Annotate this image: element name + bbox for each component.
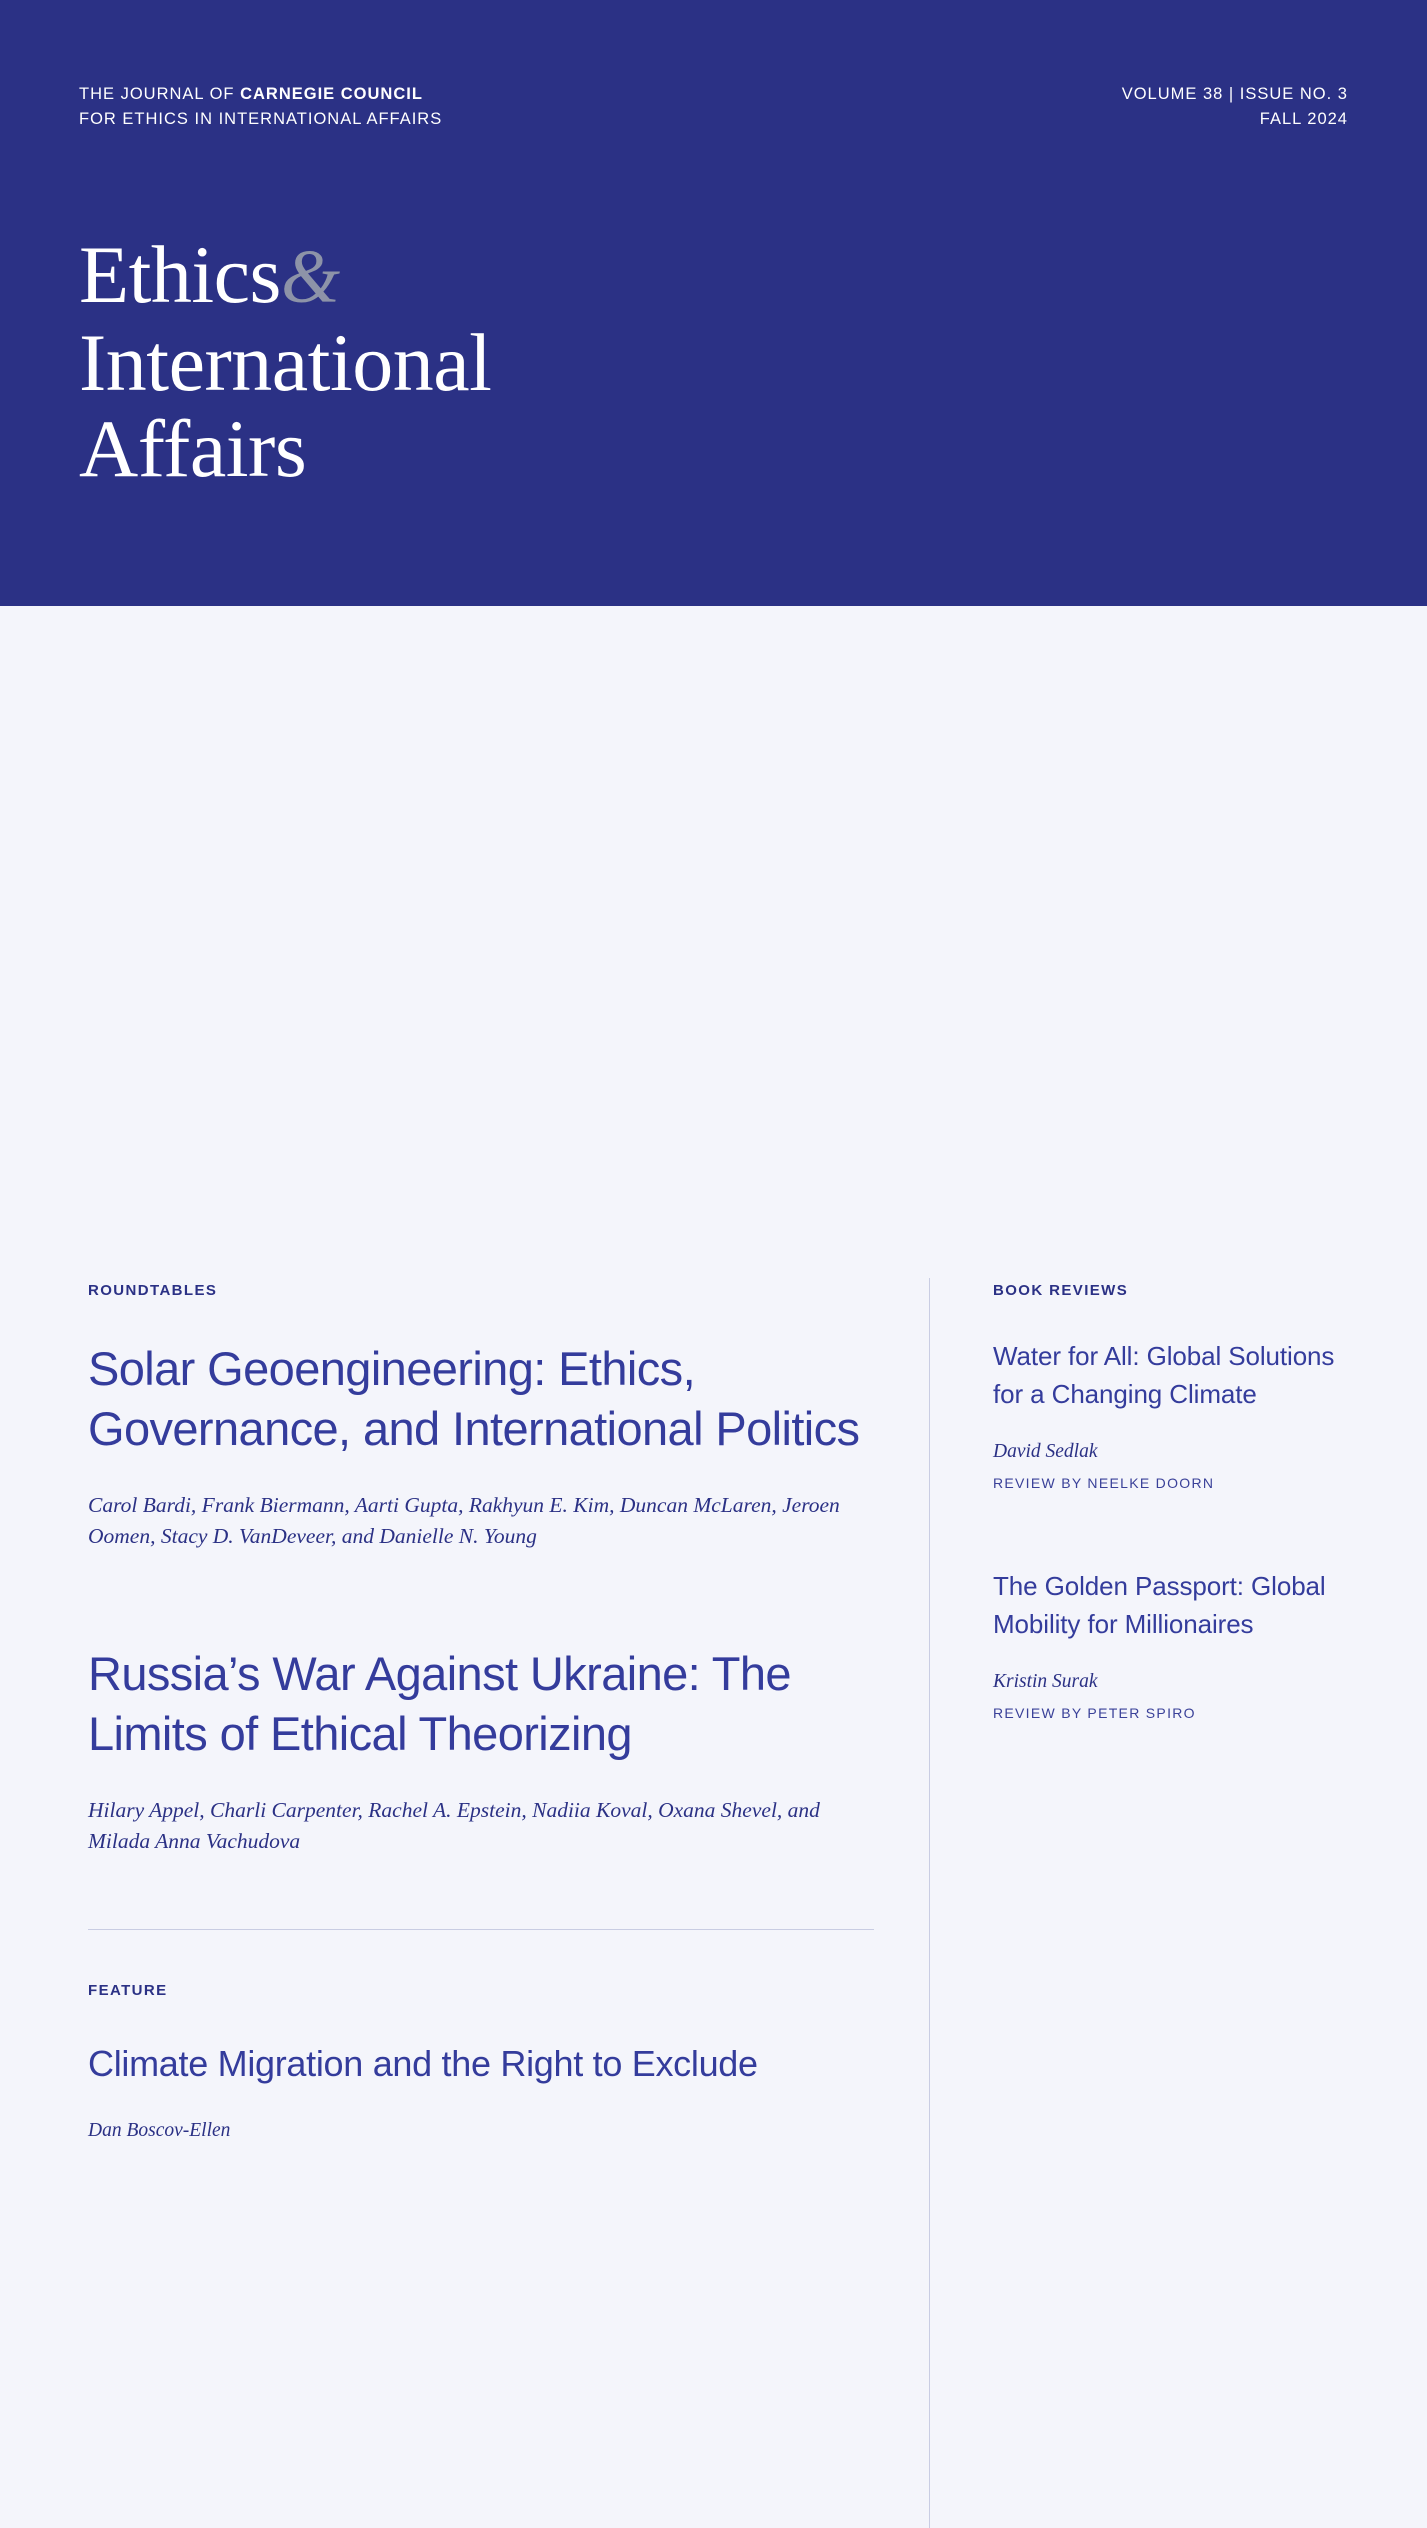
feature-title[interactable]: Climate Migration and the Right to Exclude [88, 2043, 758, 2084]
section-kicker-feature: FEATURE [88, 1982, 168, 1999]
roundtable-title[interactable]: Solar Geoengineering: Ethics, Governance, and International Politics [88, 1342, 860, 1455]
roundtable-entry[interactable] [88, 1339, 874, 1552]
feature-authors: Dan Boscov-Ellen [88, 2120, 231, 2141]
book-review-author: David Sedlak [993, 1441, 1098, 1462]
journal-of-label: THE JOURNAL OF [79, 85, 241, 103]
sidebar-book-reviews [993, 1282, 1353, 1721]
volume-issue-label: VOLUME 38 | ISSUE NO. 3 [1121, 85, 1348, 103]
spacer [993, 1491, 1353, 1567]
book-review-reviewer: REVIEW BY PETER SPIRO [993, 1705, 1196, 1721]
journal-title-line2: International [79, 317, 492, 408]
journal-title [79, 229, 492, 494]
season-year-label: FALL 2024 [1259, 110, 1348, 128]
carnegie-council-label: CARNEGIE COUNCIL [240, 85, 423, 103]
book-review-entry[interactable] [993, 1337, 1353, 1491]
book-review-reviewer: REVIEW BY NEELKE DOORN [993, 1475, 1215, 1491]
journal-publisher-line2: FOR ETHICS IN INTERNATIONAL AFFAIRS [79, 110, 443, 128]
journal-title-line1 [79, 229, 491, 320]
roundtable-authors: Hilary Appel, Charli Carpenter, Rachel A. Epstein, Nadiia Koval, Oxana Shevel, and Milada Anna Vachudova [88, 1798, 820, 1853]
roundtable-authors: Carol Bardi, Frank Biermann, Aarti Gupta, Rakhyun E. Kim, Duncan McLaren, Jeroen Oomen, Stacy D. VanDeveer, and Danielle N. Young [88, 1493, 840, 1548]
section-kicker-book-reviews: BOOK REVIEWS [993, 1282, 1129, 1299]
section-divider [88, 1929, 874, 1930]
journal-title-ethics: Ethics [79, 229, 281, 320]
journal-publisher-line1 [79, 82, 442, 107]
roundtable-entry[interactable] [88, 1644, 874, 1857]
book-review-author: Kristin Surak [993, 1671, 1098, 1692]
spacer [88, 1552, 874, 1644]
masthead [0, 0, 1427, 606]
main-column [88, 1282, 874, 2145]
issue-info [1122, 82, 1348, 132]
contents-area [0, 606, 1427, 2141]
book-review-title[interactable]: Water for All: Global Solutions for a Changing Climate [993, 1341, 1335, 1409]
journal-title-line3: Affairs [79, 403, 307, 494]
journal-title-ampersand: & [280, 235, 340, 319]
section-kicker-roundtables: ROUNDTABLES [88, 1282, 218, 1299]
roundtable-title[interactable]: Russia’s War Against Ukraine: The Limits of Ethical Theorizing [88, 1647, 791, 1760]
book-review-title[interactable]: The Golden Passport: Global Mobility for Millionaires [993, 1571, 1326, 1639]
column-divider [929, 1278, 930, 2528]
journal-publisher-line [79, 82, 442, 132]
book-review-entry[interactable] [993, 1567, 1353, 1721]
feature-entry[interactable] [88, 2039, 874, 2145]
